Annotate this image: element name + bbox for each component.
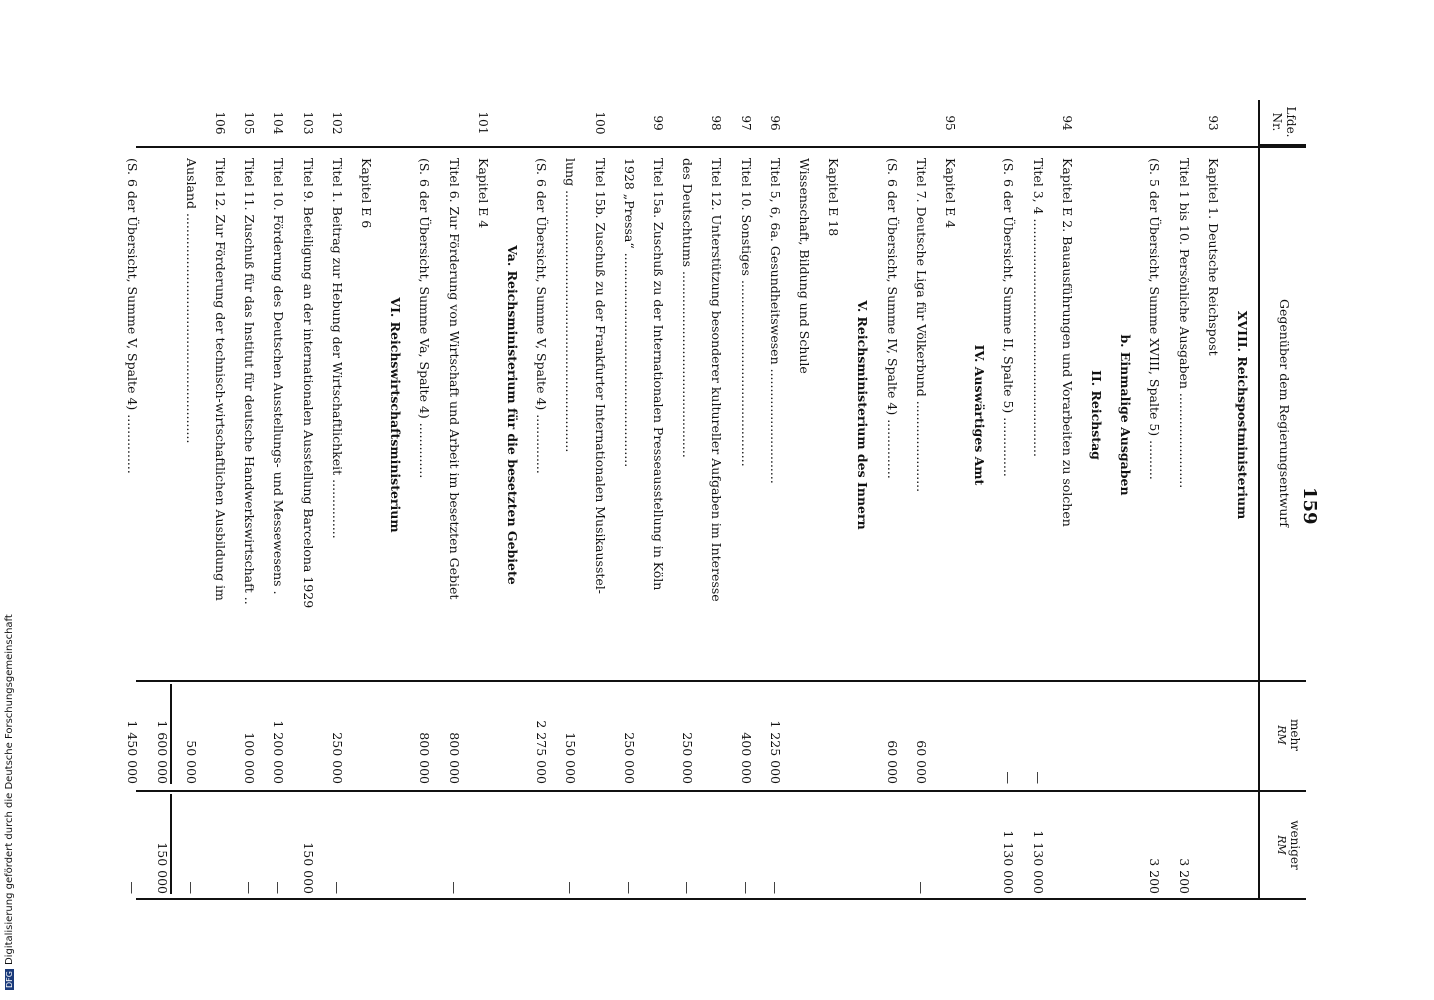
value-weniger: 150 000: [300, 842, 316, 894]
value-weniger: —: [621, 881, 637, 894]
digitization-text: Digitalisierung gefördert durch die Deutsche Forschungsgemeinschaft: [4, 614, 15, 966]
value-mehr: 1 225 000: [767, 720, 783, 784]
table-row: [154, 100, 170, 900]
row-number: 98: [709, 115, 724, 131]
value-mehr: 800 000: [446, 732, 462, 784]
section-heading: V. Reichsministerium des Innern: [855, 300, 871, 530]
value-weniger: 1 130 000: [1030, 830, 1046, 894]
row-text: Titel 5, 6, 6a. Gesundheitswesen .............................: [767, 158, 783, 484]
row-number: 99: [651, 115, 665, 131]
value-mehr: 100 000: [242, 732, 258, 784]
header-mehr: [1274, 680, 1302, 790]
value-weniger: —: [271, 881, 287, 894]
dfg-logo: DFG: [5, 971, 14, 988]
row-number: 106: [213, 111, 227, 135]
header-weniger: [1274, 790, 1302, 900]
table-row: [1059, 100, 1075, 900]
value-weniger: 1 130 000: [1001, 830, 1017, 894]
value-weniger: —: [125, 881, 141, 894]
row-text: lung ..................................................................: [563, 158, 579, 453]
table-row: [1234, 100, 1250, 900]
table-row: [124, 100, 140, 900]
table-row: [1176, 100, 1192, 900]
row-text: Titel 6. Zur Förderung von Wirtschaft und Arbeit im besetzten Gebiet: [446, 158, 462, 600]
table-row: [708, 100, 724, 900]
row-text: Kapitel E 4: [475, 158, 491, 229]
sum-rule: [170, 684, 172, 784]
header-mehr-label: mehr: [1288, 719, 1302, 751]
row-text: Kapitel E 6: [359, 158, 374, 229]
table-row: [358, 100, 374, 900]
value-weniger: 3 200: [1176, 858, 1192, 894]
budget-table: [125, 100, 1306, 900]
row-number: 105: [242, 111, 257, 135]
row-text: Kapitel E 18: [826, 158, 842, 237]
header-mehr-unit: RM: [1275, 725, 1288, 745]
value-mehr: 400 000: [738, 732, 754, 784]
table-row: [329, 100, 345, 900]
value-weniger: 3 200: [1147, 858, 1163, 894]
row-number: 95: [943, 115, 957, 131]
table-row: [1030, 100, 1046, 900]
table-row: [650, 100, 666, 900]
table-row: [1088, 100, 1104, 900]
header-nr: Lfde. Nr.: [1260, 100, 1306, 146]
table-row: [475, 100, 491, 900]
section-heading: VI. Reichswirtschaftsministerium: [388, 297, 404, 533]
value-mehr: 60 000: [884, 740, 900, 784]
table-row: [1000, 100, 1016, 900]
row-text: Titel 3, 4 ............................................................: [1030, 158, 1046, 457]
table-header: [1258, 100, 1306, 900]
table-row: [767, 100, 783, 900]
table-row: [533, 100, 549, 900]
row-text: (S. 5 der Übersicht, Summe XVIII, Spalte 5) ..........: [1147, 158, 1163, 480]
row-text: (S. 6 der Übersicht, Summe V, Spalte 4) ...............: [534, 158, 550, 474]
row-text: Wissenschaft, Bildung und Schule: [797, 158, 812, 374]
table-row: [592, 100, 608, 900]
value-mehr: —: [1001, 771, 1017, 784]
row-text: 1928 „Pressa“ ......................................................: [621, 158, 637, 468]
row-number: 96: [767, 115, 782, 131]
row-text: Kapitel E 4: [943, 158, 958, 229]
table-row: [796, 100, 812, 900]
row-number: 102: [329, 111, 344, 135]
table-row: [1205, 100, 1221, 900]
row-text: Titel 10. Sonstiges ...............................................: [738, 158, 754, 467]
value-mehr: 1 200 000: [271, 720, 287, 784]
value-mehr: 800 000: [417, 732, 433, 784]
table-row: [971, 100, 987, 900]
value-weniger: —: [738, 881, 754, 894]
table-row: [942, 100, 958, 900]
table-row: [212, 100, 228, 900]
header-text: Gegenüber dem Regierungsentwurf: [1277, 299, 1292, 527]
row-text: (S. 6 der Übersicht, Summe V, Spalte 4) ...............: [125, 158, 141, 474]
value-mehr: 1 450 000: [125, 720, 141, 784]
row-number: 97: [738, 115, 753, 131]
header-weniger-label: weniger: [1288, 820, 1302, 870]
table-row: [504, 100, 520, 900]
row-number: 94: [1059, 115, 1074, 131]
value-weniger: —: [329, 881, 345, 894]
row-number: 100: [592, 111, 607, 135]
value-mehr: 50 000: [183, 740, 199, 784]
value-weniger: 150 000: [154, 842, 170, 894]
value-weniger: —: [680, 881, 696, 894]
value-weniger: —: [913, 881, 929, 894]
value-mehr: 150 000: [563, 732, 579, 784]
value-mehr: 250 000: [680, 732, 696, 784]
table-row: [621, 100, 637, 900]
value-mehr: 2 275 000: [534, 720, 550, 784]
table-row: [825, 100, 841, 900]
row-number: 101: [475, 111, 490, 135]
value-weniger: —: [242, 881, 258, 894]
section-heading: XVIII. Reichspostministerium: [1235, 310, 1250, 520]
row-text: Kapitel 1. Deutsche Reichspost: [1205, 158, 1221, 356]
value-mehr: 60 000: [913, 740, 929, 784]
value-mehr: —: [1030, 771, 1046, 784]
table-row: [300, 100, 316, 900]
sum-rule: [170, 794, 172, 894]
row-text: Titel 7. Deutsche Liga für Völkerbund .......................: [913, 158, 929, 493]
page-number: 159: [1299, 487, 1320, 525]
header-weniger-unit: RM: [1275, 835, 1288, 855]
section-heading: II. Reichstag: [1089, 370, 1104, 460]
value-weniger: —: [183, 881, 199, 894]
row-text: Ausland ..........................................................: [183, 158, 199, 444]
row-text: des Deutschtums ...............................................: [680, 158, 696, 458]
row-text: Titel 1. Beitrag zur Hebung der Wirtschaftlichkeit ...............: [329, 158, 345, 539]
section-heading: b. Einmalige Ausgaben: [1118, 334, 1134, 496]
row-text: Titel 15b. Zuschuß zu der Frankfurter Internationalen Musikausstel-: [592, 158, 608, 595]
section-heading: IV. Auswärtiges Amt: [972, 344, 988, 486]
row-text: Titel 1 bis 10. Persönliche Ausgaben ........................: [1176, 158, 1192, 489]
row-text: Titel 11. Zuschuß für das Institut für deutsche Handwerkswirtschaft ..: [242, 158, 258, 605]
value-weniger: —: [563, 881, 579, 894]
row-text: Titel 15a. Zuschuß zu der Internationalen Presseausstellung in Köln: [651, 158, 666, 591]
digitization-note: [4, 614, 15, 990]
table-row: [913, 100, 929, 900]
value-mehr: 250 000: [329, 732, 345, 784]
row-number: 103: [300, 111, 315, 135]
table-row: [241, 100, 257, 900]
value-weniger: —: [767, 881, 783, 894]
table-row: [884, 100, 900, 900]
table-row: [1146, 100, 1162, 900]
row-text: Titel 9. Beteiligung an der internationalen Ausstellung Barcelona 1929: [300, 158, 316, 609]
table-row: [416, 100, 432, 900]
row-text: Titel 12. Unterstützung besonderer kultureller Aufgaben im Interesse: [709, 158, 725, 602]
table-row: [183, 100, 199, 900]
row-text: Titel 10. Förderung des Deutschen Ausstellungs- und Messewesens .: [271, 158, 287, 595]
row-text: (S. 6 der Übersicht, Summe IV, Spalte 4) ...............: [884, 158, 900, 479]
table-row: [270, 100, 286, 900]
table-row: [1117, 100, 1133, 900]
row-text: (S. 6 der Übersicht, Summe Va, Spalte 4) ..............: [417, 158, 433, 479]
value-mehr: 1 600 000: [154, 720, 170, 784]
table-row: [738, 100, 754, 900]
row-text: Kapitel E 2. Bauausführungen und Vorarbeiten zu solchen: [1059, 158, 1075, 527]
value-mehr: 250 000: [621, 732, 637, 784]
row-number: 104: [271, 111, 286, 135]
table-row: [387, 100, 403, 900]
row-text: (S. 6 der Übersicht, Summe II, Spalte 5) ...............: [1001, 158, 1017, 477]
value-weniger: —: [446, 881, 462, 894]
table-row: [446, 100, 462, 900]
table-row: [854, 100, 870, 900]
section-heading: Va. Reichsministerium für die besetzten Gebiete: [505, 245, 520, 585]
row-number: 93: [1205, 115, 1220, 131]
table-row: [679, 100, 695, 900]
table-row: [562, 100, 578, 900]
row-text: Titel 12. Zur Förderung der technisch-wirtschaftlichen Ausbildung im: [213, 158, 228, 601]
